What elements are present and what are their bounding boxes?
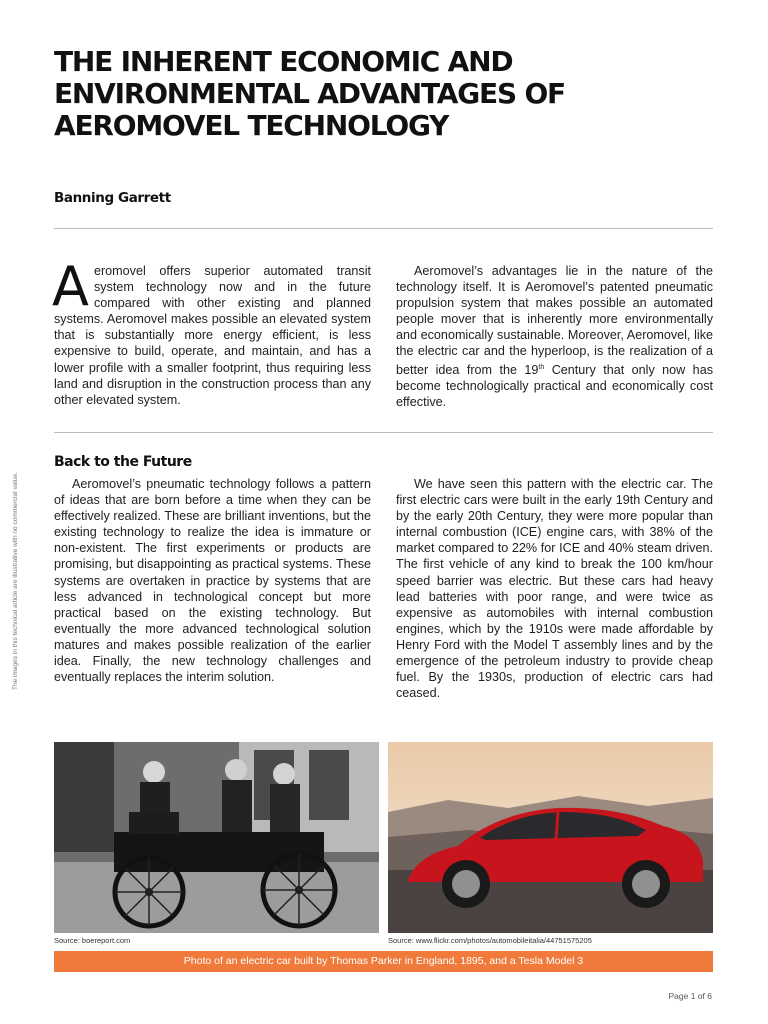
- section-paragraph-right: We have seen this pattern with the electric car. The first electric cars were built in the early 19th Century and by the early 20th Century, they were more popular than internal combustion (ICE) engine cars, with 38% of the market compared to 22% for ICE and 40% steam driven. The first vehicle of any kind to break the 100 km/hour speed barrier was electric. But these cars had heavy lead batteries with poor range, and were twice as expensive as automobiles with internal combustion engines, which by the 1910s were made affordable by Henry Ford with the Model T assembly lines and by the emergence of the petroleum industry to provide cheap fuel. By the 1930s, production of electric cars had ceased.: [396, 477, 713, 701]
- side-disclaimer: The images in this technical article are illustrative with no commercial value.: [12, 472, 19, 690]
- left-photo-source: Source: boereport.com: [54, 936, 131, 945]
- vintage-electric-car-photo: [54, 742, 379, 933]
- intro-column-right: [396, 263, 713, 410]
- author-name: Banning Garrett: [54, 190, 171, 206]
- intro-paragraph-left: eromovel offers superior automated transit system technology now and in the future compared with other existing and planned systems. Aeromovel makes possible an elevated system that is substantially more energy efficient, is less expensive to build, operate, and maintain, and has a lower profile with a smaller footprint, thus requiring less land and disruption in the construction process than any other elevated system.: [54, 264, 371, 407]
- intro-column-left: [52, 255, 371, 408]
- right-photo-source: Source: www.flickr.com/photos/automobileitalia/44751575205: [388, 936, 592, 945]
- drop-cap: A: [52, 255, 89, 318]
- tesla-model-3-photo: [388, 742, 713, 933]
- page-number: Page 1 of 6: [668, 991, 712, 1001]
- figure-caption: Photo of an electric car built by Thomas Parker in England, 1895, and a Tesla Model 3: [54, 951, 713, 972]
- article-title: THE INHERENT ECONOMIC AND ENVIRONMENTAL ADVANTAGES OF AEROMOVEL TECHNOLOGY: [54, 45, 565, 142]
- section-column-left: [54, 476, 371, 685]
- intro-paragraph-right: Aeromovel’s advantages lie in the nature of the technology itself. It is Aeromovel’s patented pneumatic propulsion system that makes possible an automated people mover that is inherently more environmentally and economically sustainable. Moreover, Aeromovel, like the electric car and the hyperloop, is the realization of a better idea from the 19th Century that only now has become technologically practical and economically cost effective.: [396, 264, 713, 409]
- section-paragraph-left: Aeromovel’s pneumatic technology follows a pattern of ideas that are born before a time when they can be effectively realized. These are brilliant inventions, but the existing technology to realize the idea is immature or non-existent. The first experiments or products are promising, but disappointing as practical systems. These systems are overtaken in practice by systems that are less advanced in technological concept but more practical based on the existing technology. But eventually the more advanced technological solution matures and makes possible realization of the earlier idea. Finally, the new technology challenges and eventually replaces the interim solution.: [54, 477, 371, 685]
- section-column-right: [396, 476, 713, 701]
- section-heading: Back to the Future: [54, 454, 192, 470]
- divider: [54, 228, 713, 229]
- divider: [54, 432, 713, 433]
